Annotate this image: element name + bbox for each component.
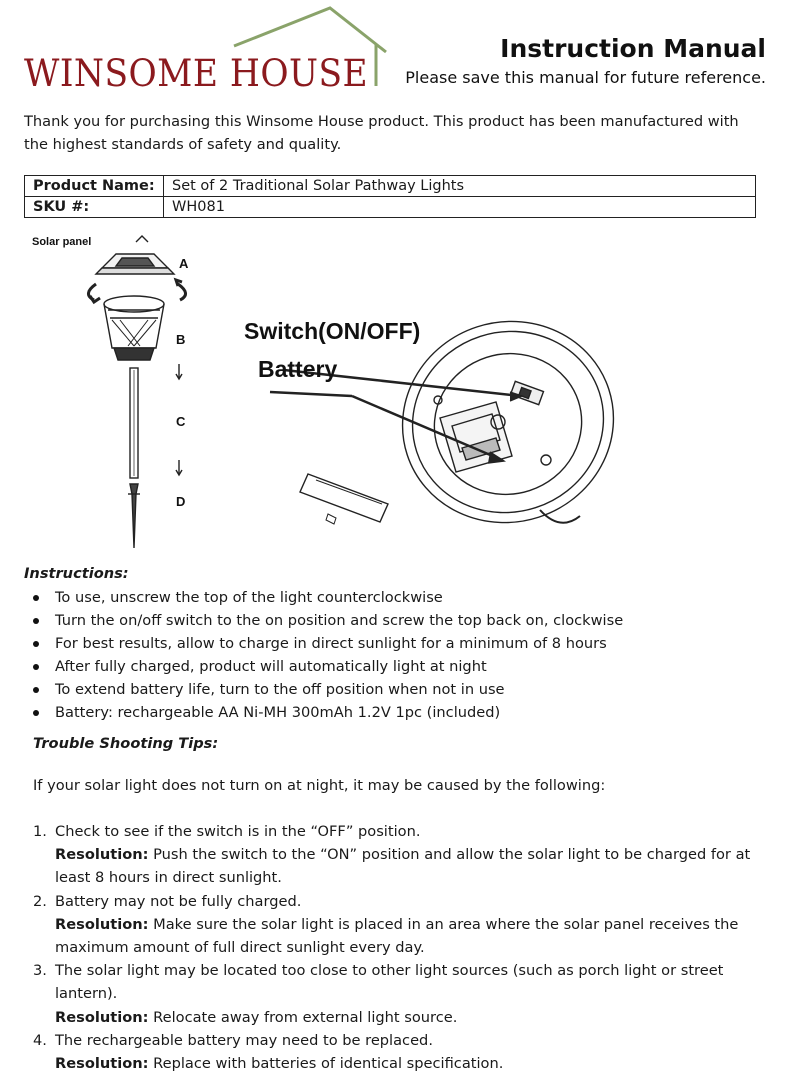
list-item [33, 632, 773, 655]
assembly-diagram [24, 228, 214, 558]
list-item [33, 1029, 753, 1075]
battery-label: Battery [258, 356, 338, 382]
resolution-text: Make sure the solar light is placed in an area where the solar panel receives the maximum amount of full direct sunlight every day. [55, 915, 739, 957]
bullet-icon [33, 641, 39, 647]
item-number: 2. [33, 892, 47, 910]
pathway-light-drawing [24, 228, 214, 558]
bullet-icon [33, 664, 39, 670]
table-row [25, 197, 756, 218]
part-b-label: B [176, 332, 186, 347]
resolution-text: Relocate away from external light source. [153, 1008, 458, 1026]
list-item [33, 890, 753, 960]
product-info-table [24, 175, 756, 218]
solar-panel-label: Solar panel [32, 236, 92, 248]
instruction-text: Battery: rechargeable AA Ni-MH 300mAh 1.2V 1pc (included) [55, 704, 501, 721]
instructions-list [33, 586, 773, 724]
bullet-icon [33, 618, 39, 624]
part-a-label: A [179, 256, 189, 271]
item-number: 1. [33, 823, 47, 840]
resolution-label: Resolution: [55, 1008, 149, 1026]
switch-battery-diagram [240, 300, 800, 550]
part-c-label: C [176, 414, 186, 429]
product-name-label: Product Name: [25, 176, 164, 197]
brand-logo [24, 6, 394, 94]
resolution-label: Resolution: [55, 915, 149, 933]
resolution-label: Resolution: [55, 1055, 149, 1073]
part-d-label: D [176, 494, 186, 509]
switch-label: Switch(ON/OFF) [244, 318, 421, 344]
problem-text: Check to see if the switch is in the “OFF” position. [55, 823, 421, 840]
table-row [25, 176, 756, 197]
list-item [33, 701, 773, 724]
sku-label: SKU #: [25, 197, 164, 218]
problem-text: The rechargeable battery may need to be replaced. [55, 1031, 433, 1049]
bullet-icon [33, 687, 39, 693]
resolution-text: Replace with batteries of identical specification. [153, 1055, 504, 1073]
page-title: Instruction Manual [500, 34, 766, 63]
list-item [33, 609, 773, 632]
item-number: 3. [33, 962, 47, 980]
bullet-icon [33, 710, 39, 716]
brand-logo-text: WINSOME HOUSE [24, 52, 369, 95]
instruction-text: Turn the on/off switch to the on position and screw the top back on, clockwise [55, 612, 624, 629]
instruction-text: To use, unscrew the top of the light counterclockwise [55, 589, 443, 606]
product-name-value: Set of 2 Traditional Solar Pathway Lights [164, 176, 756, 197]
resolution-label: Resolution: [55, 846, 149, 864]
problem-text: The solar light may be located too close to other light sources (such as porch light or street lantern). [55, 962, 724, 1003]
list-item [33, 586, 773, 609]
bullet-icon [33, 595, 39, 601]
item-number: 4. [33, 1031, 47, 1049]
troubleshooting-list [33, 820, 753, 1075]
list-item [33, 820, 753, 890]
list-item [33, 678, 773, 701]
resolution-text: Push the switch to the “ON” position and allow the solar light to be charged for at least 8 hours in direct sunlight. [55, 846, 751, 887]
list-item [33, 959, 753, 1029]
instruction-text: After fully charged, product will automatically light at night [55, 658, 487, 675]
sku-value: WH081 [164, 197, 756, 218]
instruction-text: To extend battery life, turn to the off position when not in use [55, 681, 505, 698]
troubleshooting-intro: If your solar light does not turn on at night, it may be caused by the following: [33, 777, 606, 794]
problem-text: Battery may not be fully charged. [55, 892, 302, 910]
page-subtitle: Please save this manual for future reference. [405, 68, 766, 87]
troubleshooting-heading: Trouble Shooting Tips: [33, 735, 219, 752]
instruction-text: For best results, allow to charge in direct sunlight for a minimum of 8 hours [55, 635, 607, 652]
instructions-heading: Instructions: [24, 565, 129, 582]
list-item [33, 655, 773, 678]
intro-paragraph: Thank you for purchasing this Winsome House product. This product has been manufactured with the highest standards of safety and quality. [24, 113, 739, 153]
